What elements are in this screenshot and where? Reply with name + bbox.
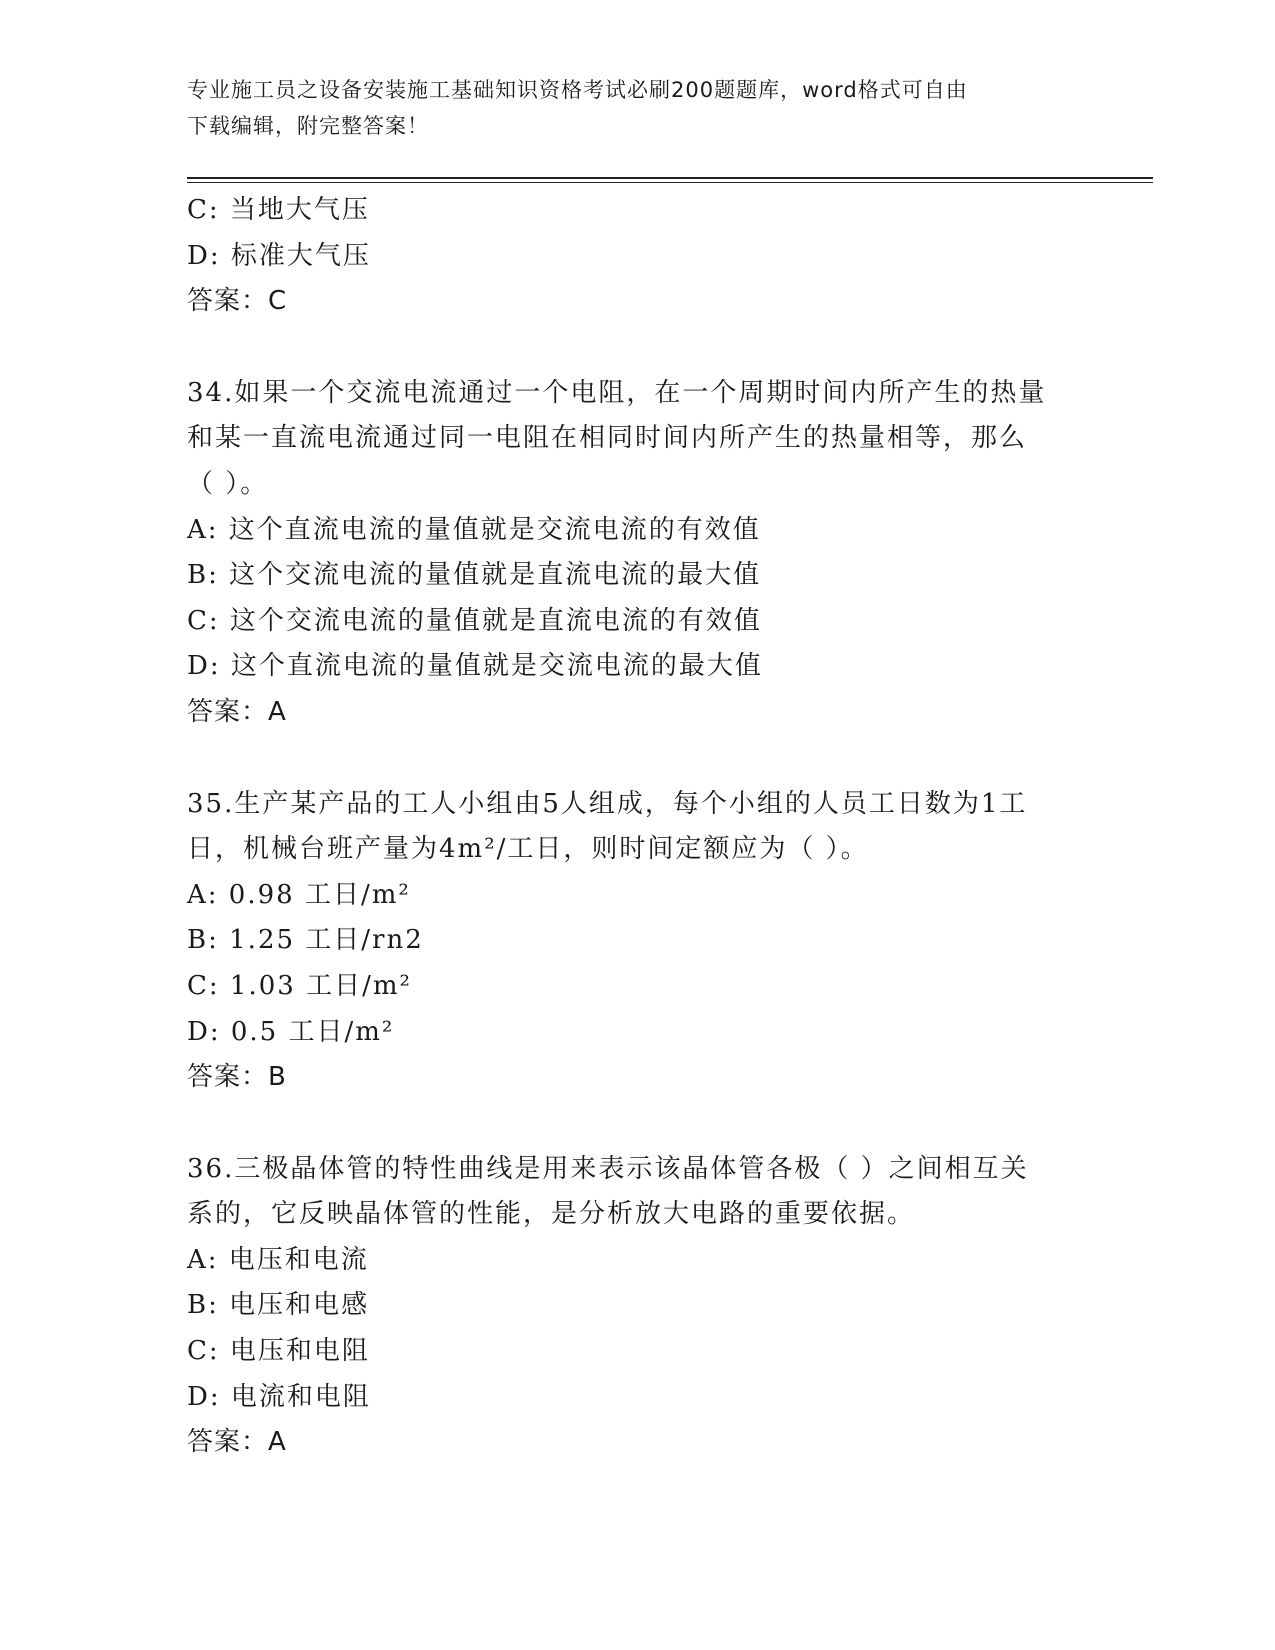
option-b: B: 这个交流电流的量值就是直流电流的最大值 (187, 560, 762, 591)
option-c: C: 这个交流电流的量值就是直流电流的有效值 (187, 605, 762, 636)
spacer (187, 736, 1087, 782)
question-36 (187, 1147, 1087, 1466)
question-35 (187, 782, 1087, 1101)
option-b: B: 1.25 工日/rn2 (187, 925, 424, 956)
question-stem-line: 和某一直流电流通过同一电阻在相同时间内所产生的热量相等，那么 (187, 423, 1028, 454)
option-d: D: 电流和电阻 (187, 1381, 371, 1412)
option-c: C: 1.03 工日/m² (187, 970, 412, 1001)
option-d: D: 0.5 工日/m² (187, 1016, 395, 1047)
question-33-tail (187, 188, 1087, 325)
question-stem-line: 34.如果一个交流电流通过一个电阻，在一个周期时间内所产生的热量 (187, 377, 1047, 408)
answer-label: 答案：A (187, 696, 287, 727)
option-c: C: 电压和电阻 (187, 1336, 370, 1367)
question-stem-line: 系的，它反映晶体管的性能，是分析放大电路的重要依据。 (187, 1199, 916, 1230)
question-stem-line: 35.生产某产品的工人小组由5人组成，每个小组的人员工日数为1工 (187, 788, 1028, 819)
option-d: D: 这个直流电流的量值就是交流电流的最大值 (187, 651, 763, 682)
option-d: D: 标准大气压 (187, 240, 371, 271)
question-stem-line: 36.三极晶体管的特性曲线是用来表示该晶体管各极（ ）之间相互关 (187, 1153, 1029, 1184)
document-header (187, 72, 1087, 144)
question-list (187, 188, 1087, 1466)
header-line-2: 下载编辑，附完整答案！ (187, 114, 429, 138)
question-stem-line: 日，机械台班产量为4m²/工日，则时间定额应为（ ）。 (187, 834, 869, 865)
question-stem-line: （ ）。 (187, 468, 269, 499)
question-34 (187, 371, 1087, 736)
answer-label: 答案：C (187, 286, 288, 317)
option-a: A: 这个直流电流的量值就是交流电流的有效值 (187, 514, 761, 545)
option-a: A: 电压和电流 (187, 1244, 369, 1275)
option-b: B: 电压和电感 (187, 1290, 370, 1321)
header-divider-thin (187, 182, 1153, 183)
header-line-1: 专业施工员之设备安装施工基础知识资格考试必刷200题题库，word格式可自由 (187, 78, 968, 102)
answer-label: 答案：A (187, 1427, 287, 1458)
answer-label: 答案：B (187, 1062, 287, 1093)
spacer (187, 1101, 1087, 1147)
spacer (187, 325, 1087, 371)
option-c: C: 当地大气压 (187, 195, 370, 225)
header-divider (187, 177, 1153, 179)
option-a: A: 0.98 工日/m² (187, 879, 411, 910)
